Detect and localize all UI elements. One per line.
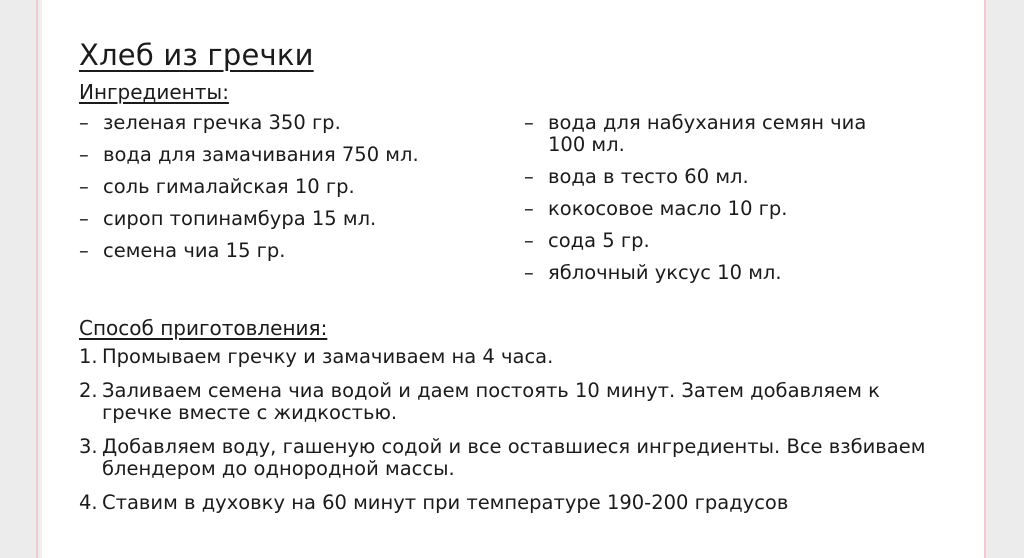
method-heading: Способ приготовления: bbox=[79, 316, 328, 340]
right-margin bbox=[984, 0, 1024, 558]
ingredient-item: – сода 5 гр. bbox=[524, 230, 944, 252]
ingredients-list-left bbox=[79, 112, 499, 272]
left-margin bbox=[0, 0, 40, 558]
method-steps bbox=[79, 346, 949, 526]
method-step bbox=[79, 346, 949, 368]
ingredient-item: – соль гималайская 10 гр. bbox=[79, 176, 499, 198]
ingredient-item: – яблочный уксус 10 мл. bbox=[524, 262, 944, 284]
ingredients-list-right bbox=[524, 112, 944, 294]
ingredient-item: – семена чиа 15 гр. bbox=[79, 240, 499, 262]
ingredient-item: – кокосовое масло 10 гр. bbox=[524, 198, 944, 220]
step-text: Заливаем семена чиа водой и даем постоять 10 минут. Затем добавляем к гречке вместе с жидкостью. bbox=[102, 379, 880, 424]
method-step bbox=[79, 492, 949, 514]
step-text: Ставим в духовку на 60 минут при температуре 190-200 градусов bbox=[102, 491, 789, 514]
ingredient-item: – вода в тесто 60 мл. bbox=[524, 166, 944, 188]
method-step bbox=[79, 436, 949, 480]
step-number: 3. bbox=[79, 435, 98, 458]
step-number: 4. bbox=[79, 491, 98, 514]
ingredient-item: – зеленая гречка 350 гр. bbox=[79, 112, 499, 134]
method-step bbox=[79, 380, 949, 424]
ingredient-item: – сироп топинамбура 15 мл. bbox=[79, 208, 499, 230]
step-number: 2. bbox=[79, 379, 98, 402]
recipe-page bbox=[42, 0, 984, 558]
ingredient-item: – вода для замачивания 750 мл. bbox=[79, 144, 499, 166]
ingredients-heading: Ингредиенты: bbox=[79, 80, 229, 104]
step-number: 1. bbox=[79, 345, 98, 368]
step-text: Добавляем воду, гашеную содой и все оставшиеся ингредиенты. Все взбиваем блендером до однородной массы. bbox=[102, 435, 926, 480]
step-text: Промываем гречку и замачиваем на 4 часа. bbox=[102, 345, 554, 368]
ingredient-item: – вода для набухания семян чиа 100 мл. bbox=[524, 112, 908, 156]
recipe-title: Хлеб из гречки bbox=[79, 38, 314, 72]
